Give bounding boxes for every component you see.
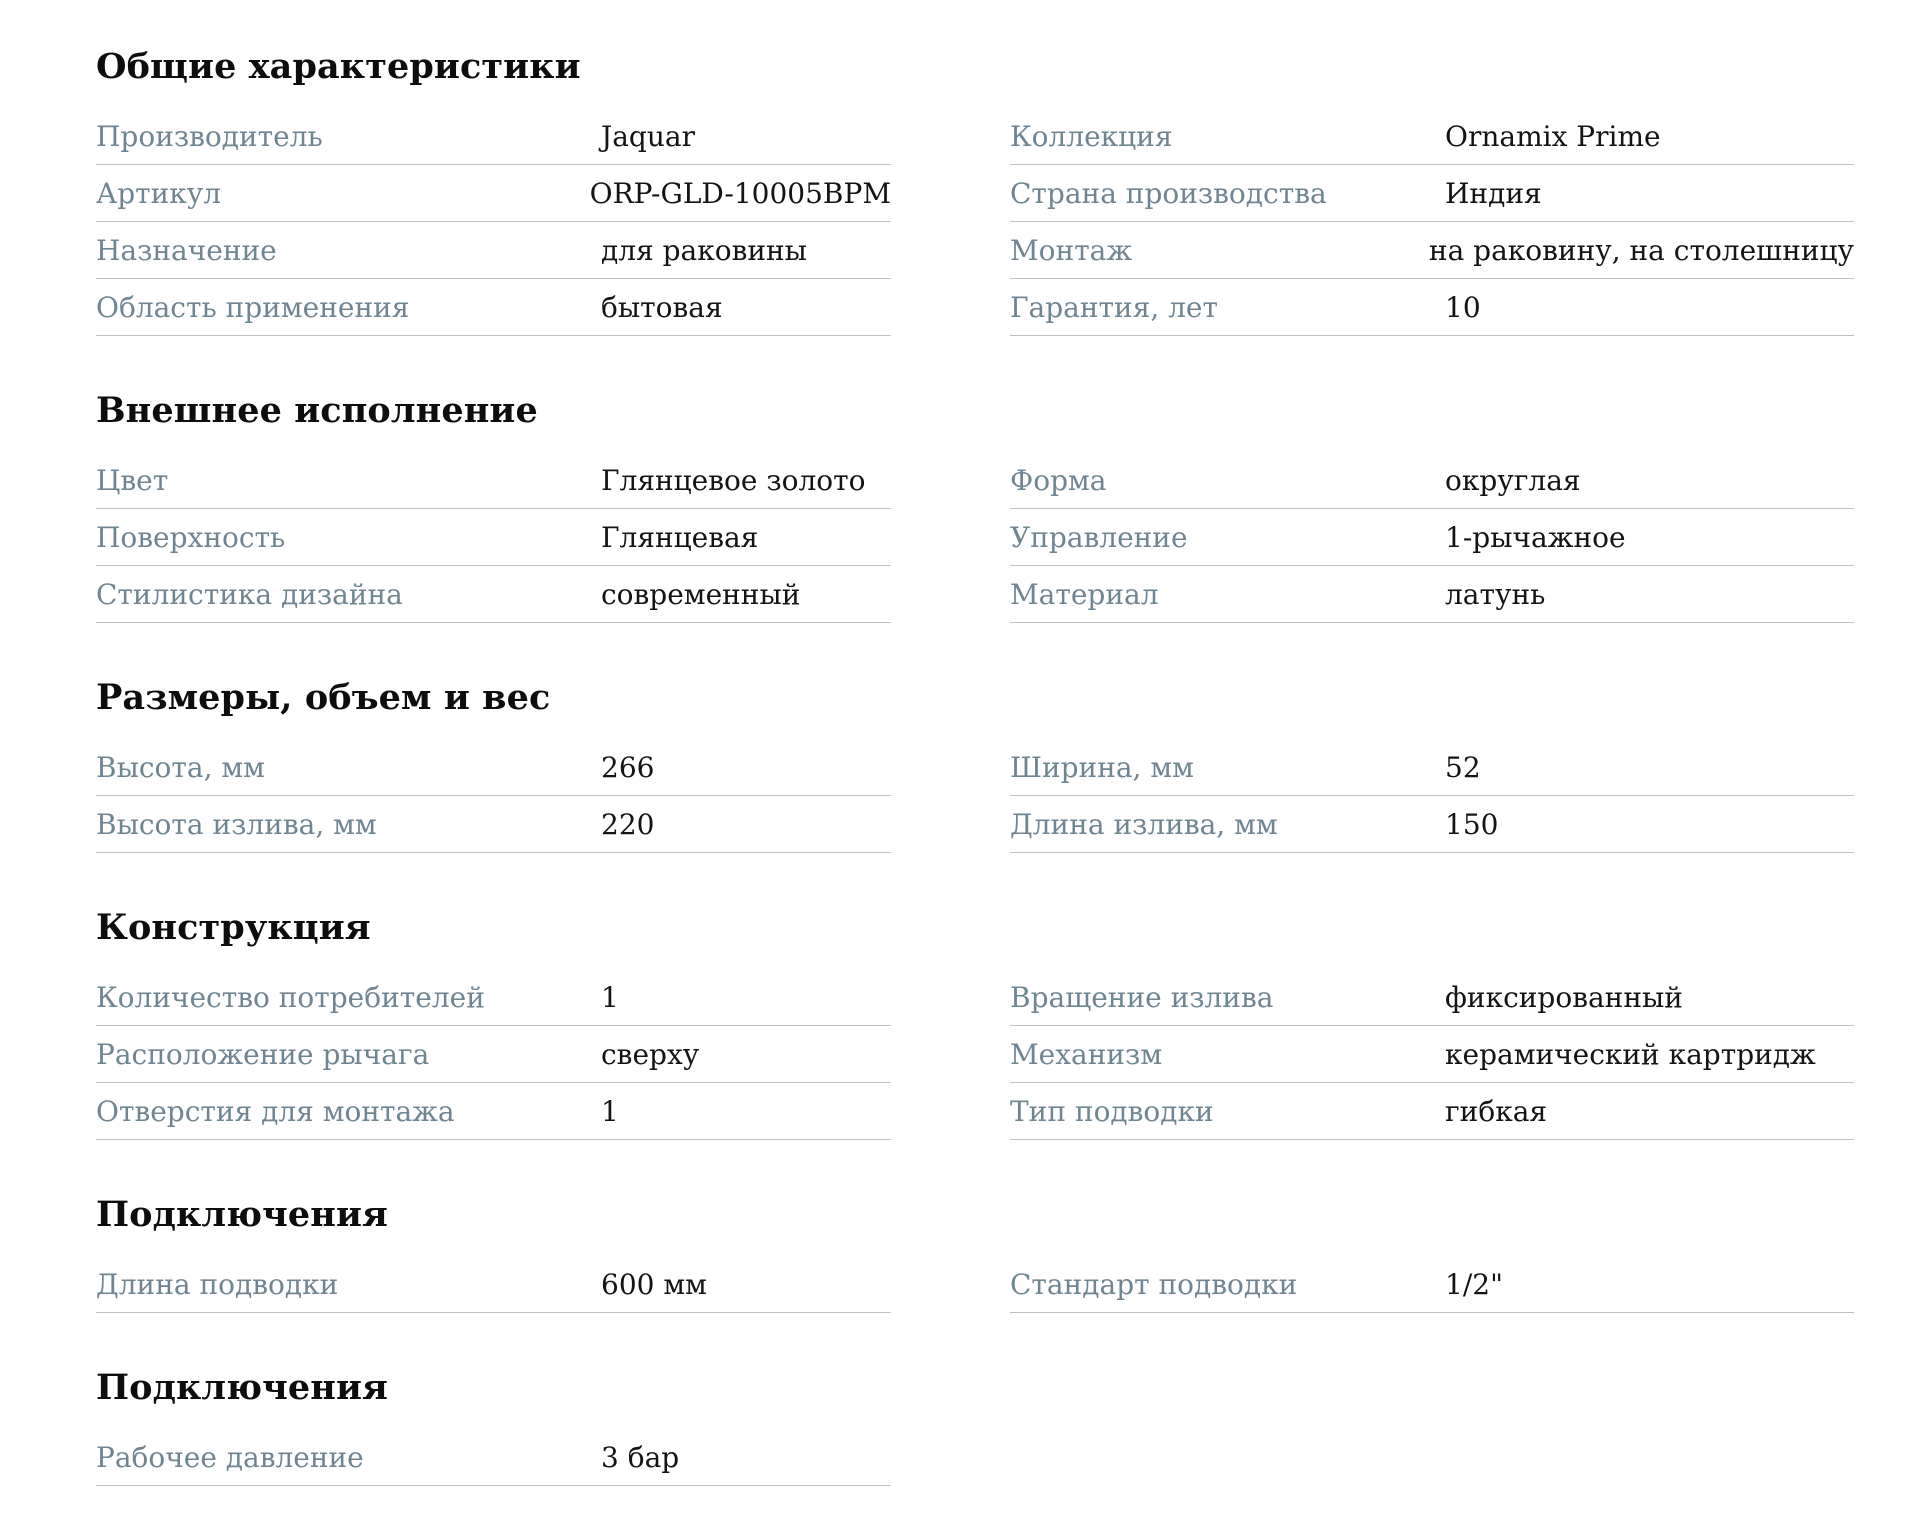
spec-value: на раковину, на столешницу	[1428, 233, 1854, 267]
spec-label: Ширина, мм	[1010, 750, 1194, 784]
spec-value: 1	[601, 980, 619, 1014]
section-dimensions	[96, 669, 1920, 853]
spec-row	[96, 1429, 891, 1486]
section-title: Подключения	[96, 1367, 388, 1408]
spec-value: Глянцевое золото	[601, 463, 866, 497]
spec-label: Количество потребителей	[96, 980, 485, 1014]
spec-rows	[96, 739, 1920, 853]
spec-label: Стилистика дизайна	[96, 577, 403, 611]
spec-value: для раковины	[601, 233, 807, 267]
spec-row	[96, 969, 891, 1026]
spec-label: Длина подводки	[96, 1267, 339, 1301]
spec-label: Гарантия, лет	[1010, 290, 1218, 324]
spec-label: Механизм	[1010, 1037, 1163, 1071]
spec-value: округлая	[1445, 463, 1581, 497]
spec-value: Jaquar	[601, 119, 695, 153]
section-general	[96, 38, 1920, 336]
section-title: Размеры, объем и вес	[96, 677, 551, 718]
spec-rows	[96, 969, 1920, 1140]
spec-label: Длина излива, мм	[1010, 807, 1278, 841]
spec-value: керамический картридж	[1445, 1037, 1816, 1071]
spec-row	[96, 739, 891, 796]
spec-row	[96, 108, 891, 165]
spec-row	[1010, 1026, 1854, 1083]
spec-label: Производитель	[96, 119, 323, 153]
spec-row	[1010, 108, 1854, 165]
spec-label: Страна производства	[1010, 176, 1327, 210]
spec-value: бытовая	[601, 290, 723, 324]
spec-value: 1	[601, 1094, 619, 1128]
spec-row	[1010, 452, 1854, 509]
spec-value: гибкая	[1445, 1094, 1548, 1128]
spec-label: Цвет	[96, 463, 169, 497]
spec-value: сверху	[601, 1037, 700, 1071]
spec-label: Высота излива, мм	[96, 807, 377, 841]
spec-row	[96, 165, 891, 222]
spec-row	[1010, 739, 1854, 796]
spec-rows	[96, 108, 1920, 336]
spec-label: Высота, мм	[96, 750, 265, 784]
spec-value: фиксированный	[1445, 980, 1683, 1014]
spec-rows	[96, 452, 1920, 623]
section-connections-pressure	[96, 1359, 1920, 1486]
spec-label: Расположение рычага	[96, 1037, 430, 1071]
section-title: Конструкция	[96, 907, 371, 948]
spec-row	[96, 222, 891, 279]
spec-label: Вращение излива	[1010, 980, 1274, 1014]
section-title: Внешнее исполнение	[96, 390, 538, 431]
spec-rows	[96, 1256, 1920, 1313]
spec-row	[96, 1083, 891, 1140]
spec-row	[1010, 1083, 1854, 1140]
spec-label: Тип подводки	[1010, 1094, 1214, 1128]
spec-label: Стандарт подводки	[1010, 1267, 1298, 1301]
spec-row	[96, 279, 891, 336]
spec-label: Форма	[1010, 463, 1107, 497]
section-construction	[96, 899, 1920, 1140]
spec-label: Коллекция	[1010, 119, 1173, 153]
spec-row	[96, 1256, 891, 1313]
spec-label: Назначение	[96, 233, 277, 267]
spec-row	[1010, 796, 1854, 853]
spec-value: 220	[601, 807, 655, 841]
spec-label: Артикул	[96, 176, 222, 210]
spec-value: 3 бар	[601, 1440, 680, 1474]
spec-row	[1010, 1256, 1854, 1313]
section-title: Общие характеристики	[96, 46, 581, 87]
spec-label: Поверхность	[96, 520, 286, 554]
spec-label: Монтаж	[1010, 233, 1133, 267]
spec-value: 600 мм	[601, 1267, 707, 1301]
spec-row	[96, 1026, 891, 1083]
spec-value: 52	[1445, 750, 1481, 784]
spec-row	[96, 509, 891, 566]
spec-row	[1010, 165, 1854, 222]
section-connections	[96, 1186, 1920, 1313]
spec-label: Отверстия для монтажа	[96, 1094, 455, 1128]
spec-value: 1/2"	[1445, 1267, 1503, 1301]
spec-value: 10	[1445, 290, 1481, 324]
spec-label: Область применения	[96, 290, 410, 324]
spec-value: современный	[601, 577, 801, 611]
spec-value: 1-рычажное	[1445, 520, 1626, 554]
section-appearance	[96, 382, 1920, 623]
spec-value: 150	[1445, 807, 1499, 841]
spec-row	[1010, 969, 1854, 1026]
spec-row	[96, 452, 891, 509]
spec-row	[1010, 222, 1854, 279]
spec-value: Глянцевая	[601, 520, 759, 554]
spec-row	[96, 796, 891, 853]
spec-label: Управление	[1010, 520, 1188, 554]
section-title: Подключения	[96, 1194, 388, 1235]
spec-value: 266	[601, 750, 655, 784]
spec-row	[1010, 279, 1854, 336]
spec-value: латунь	[1445, 577, 1546, 611]
spec-row	[1010, 509, 1854, 566]
spec-row	[96, 566, 891, 623]
spec-row	[1010, 566, 1854, 623]
spec-label: Рабочее давление	[96, 1440, 364, 1474]
spec-value: ORP-GLD-10005BPM	[589, 176, 891, 210]
spec-rows	[96, 1429, 1920, 1486]
spec-value: Индия	[1445, 176, 1542, 210]
spec-label: Материал	[1010, 577, 1159, 611]
spec-value: Ornamix Prime	[1445, 119, 1661, 153]
